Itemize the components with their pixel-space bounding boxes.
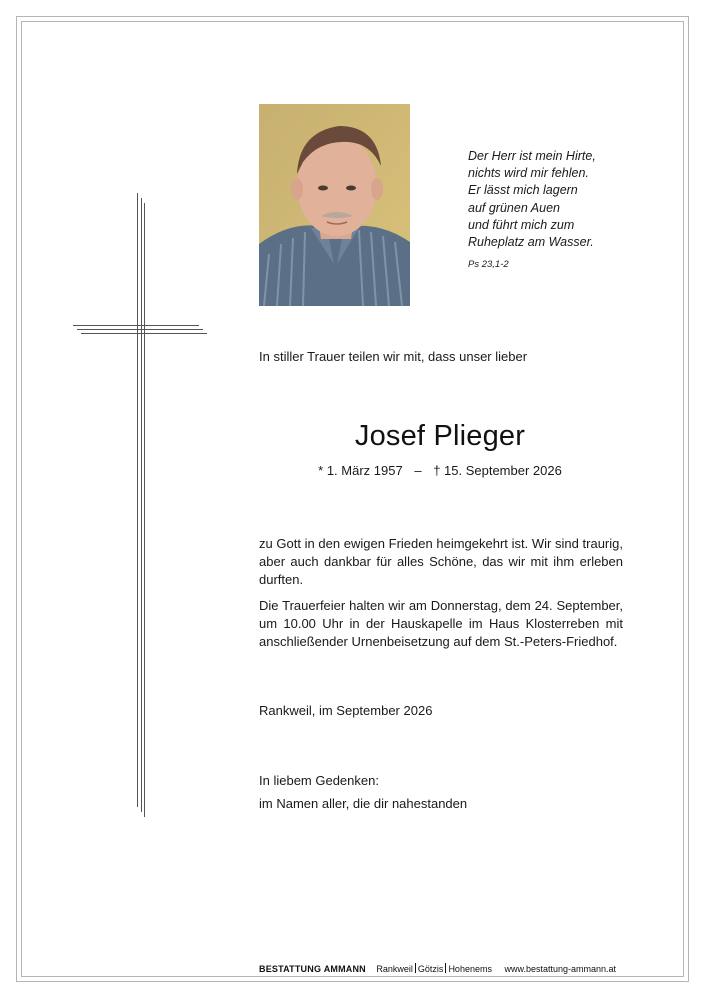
place-date: Rankweil, im September 2026 <box>259 703 433 718</box>
deceased-name: Josef Plieger <box>354 420 526 452</box>
memorial-signature: im Namen aller, die dir nahestanden <box>259 796 468 811</box>
divider <box>445 963 446 973</box>
psalm-line: Der Herr ist mein Hirte, <box>468 149 596 163</box>
location: Götzis <box>417 964 444 974</box>
death-date: † 15. September 2026 <box>433 463 562 478</box>
psalm-line: Er lässt mich lagern <box>468 183 578 198</box>
footer-locations <box>376 964 494 974</box>
divider <box>415 963 416 973</box>
firm-name: AMMANN <box>323 964 366 974</box>
footer <box>259 963 616 974</box>
life-dates <box>259 463 621 478</box>
portrait-photo <box>259 104 410 306</box>
psalm-line: nichts wird mir fehlen. <box>468 166 589 181</box>
psalm-line: Ruheplatz am Wasser. <box>468 235 594 250</box>
announcement-paragraph: zu Gott in den ewigen Frieden heimgekehrt ist. Wir sind traurig, aber auch dankbar für alles Schöne, das wir mit ihm erleben durften. <box>259 536 623 587</box>
website-link[interactable]: www.bestattung-ammann.at <box>504 964 617 974</box>
intro-text: In stiller Trauer teilen wir mit, dass unser lieber <box>259 349 528 364</box>
birth-date: * 1. März 1957 <box>318 463 403 478</box>
psalm-reference: Ps 23,1-2 <box>468 259 509 271</box>
location: Hohenems <box>448 964 492 974</box>
firm-prefix: BESTATTUNG <box>259 964 322 974</box>
psalm-line: und führt mich zum <box>468 217 575 232</box>
psalm-line: auf grünen Auen <box>468 200 560 215</box>
location: Rankweil <box>376 964 413 974</box>
memorial-heading: In liebem Gedenken: <box>259 773 379 788</box>
psalm-quote <box>468 148 668 273</box>
date-separator: – <box>414 463 422 478</box>
funeral-details-paragraph: Die Trauerfeier halten wir am Donnerstag, dem 24. September, um 10.00 Uhr in der Hauskapelle im Haus Klosterreben mit anschließender Urnenbeisetzung auf dem St.-Peters-Friedhof. <box>259 598 623 649</box>
